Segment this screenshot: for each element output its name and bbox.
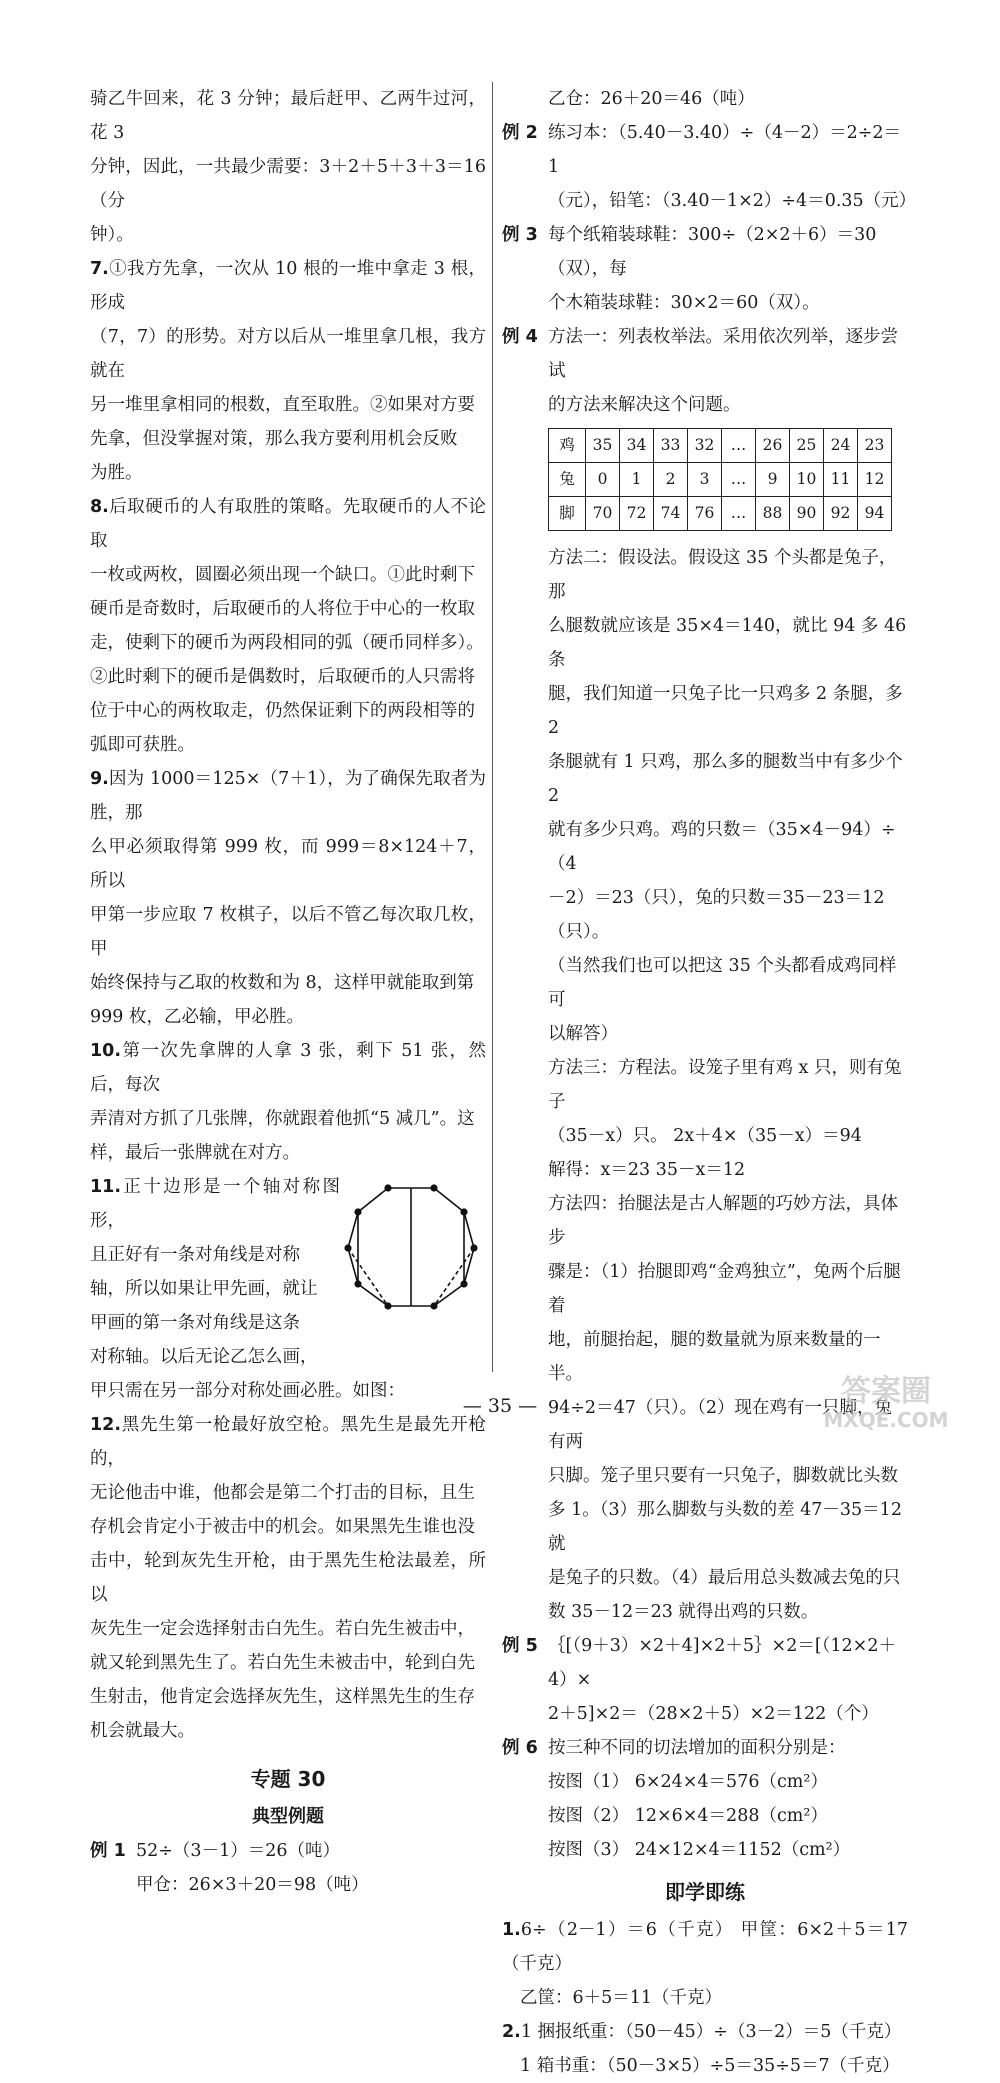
item-number: 8.: [90, 497, 109, 517]
text-line: ｛[（9＋3）×2＋4]×2＋5｝×2＝[（12×2＋4）×: [548, 1636, 896, 1690]
text-line: 正十边形是一个轴对称图形，: [90, 1177, 340, 1231]
text-line: 练习本：（5.40－3.40）÷（4－2）＝2÷2＝1: [548, 123, 902, 177]
text-line: 按图（1） 6×24×4＝576（cm²）: [548, 1772, 828, 1792]
watermark-text-top: 答案圈: [841, 1374, 931, 1409]
left-column: [90, 82, 486, 1902]
item-number: 1.: [502, 1920, 521, 1940]
text-line: 方法二：假设法。假设这 35 个头都是兔子，那: [548, 548, 897, 602]
text-line: 方法四：抬腿法是古人解题的巧妙方法，具体步: [548, 1194, 898, 1248]
text-line: 94÷2＝47（只）。（2）现在鸡有一只脚，兔有两: [548, 1398, 892, 1452]
text-line: 机会就最大。: [90, 1721, 195, 1741]
text-line: 条腿就有 1 只鸡，那么多的腿数当中有多少个 2: [548, 752, 903, 806]
item-9: [90, 762, 486, 830]
table-cell: 2: [654, 463, 688, 497]
table-cell: …: [722, 429, 756, 463]
text-line: 因为 1000＝125×（7＋1），为了确保先取者为胜，那: [90, 769, 486, 823]
text-line: 2＋5]×2＝（28×2＋5）×2＝122（个）: [548, 1704, 879, 1724]
text-line: 的方法来解决这个问题。: [548, 395, 741, 415]
example-4: [502, 320, 908, 388]
table-cell: 11: [824, 463, 858, 497]
table-row: [549, 429, 892, 463]
example-label: 例 6: [502, 1738, 538, 1758]
watermark-text-bottom: MXQE.COM: [823, 1408, 949, 1432]
table-cell: 10: [790, 463, 824, 497]
decagon-figure: [340, 1178, 482, 1316]
text-line: 走，使剩下的硬币为两段相同的弧（硬币同样多）。: [90, 633, 484, 653]
text-line: 方法一：列表枚举法。采用依次列举，逐步尝试: [548, 327, 898, 381]
text-line: 按图（3） 24×12×4＝1152（cm²）: [548, 1840, 851, 1860]
practice-1: [502, 1913, 908, 1981]
text-line: ①我方先拿，一次从 10 根的一堆中拿走 3 根，形成: [90, 259, 486, 313]
row-header-cell: 鸡: [549, 429, 586, 463]
text-line: 只脚。笼子里只要有一只兔子，脚数就比头数: [548, 1466, 898, 1486]
text-line: 多 1。（3）那么脚数与头数的差 47－35＝12 就: [548, 1500, 902, 1554]
table-cell: 90: [790, 497, 824, 531]
example-label: 例 1: [90, 1841, 126, 1861]
text-line: 地，前腿抬起，腿的数量就为原来数量的一半。: [548, 1330, 881, 1384]
text-line: 钟）。: [90, 225, 134, 245]
text-line: 甲第一步应取 7 枚棋子，以后不管乙每次取几枚，甲: [90, 905, 486, 959]
chicken-rabbit-table: [548, 428, 892, 531]
text-line: 生射击，他肯定会选择灰先生，这样黑先生的生存: [90, 1687, 475, 1707]
watermark-logo: [786, 1367, 986, 1435]
text-line: （35－x）只。 2x＋4×（35－x）＝94: [548, 1126, 862, 1146]
text-line: 每个纸箱装球鞋：300÷（2×2＋6）＝30（双），每: [548, 225, 877, 279]
table-cell: 34: [620, 429, 654, 463]
text-line: 数 35－12＝23 就得出鸡的只数。: [548, 1602, 819, 1622]
subsection-title: 典型例题: [252, 1806, 324, 1827]
text-line: 甲仓：26×3＋20＝98（吨）: [136, 1875, 369, 1895]
text-line: 硬币是奇数时，后取硬币的人将位于中心的一枚取: [90, 599, 475, 619]
text-line: 以解答）: [548, 1024, 618, 1044]
text-line: 后取硬币的人有取胜的策略。先取硬币的人不论取: [90, 497, 486, 551]
text-line: 先拿，但没掌握对策，那么我方要利用机会反败: [90, 429, 458, 449]
text-line: 按三种不同的切法增加的面积分别是：: [548, 1738, 846, 1758]
example-label: 例 2: [502, 123, 538, 143]
table-cell: 26: [756, 429, 790, 463]
row-header-cell: 脚: [549, 497, 586, 531]
practice-title: 即学即练: [665, 1880, 745, 1904]
text-line: 999 枚，乙必输，甲必胜。: [90, 1007, 304, 1027]
table-cell: 70: [586, 497, 620, 531]
text-line: 灰先生一定会选择射击白先生。若白先生被击中，: [90, 1619, 475, 1639]
text-line: 无论他击中谁，他都会是第二个打击的目标，且生: [90, 1483, 475, 1503]
text-line: 甲只需在另一部分对称处画必胜。如图：: [90, 1381, 405, 1401]
item-11-block: [90, 1170, 486, 1408]
text-line: 轴，所以如果让甲先画，就让: [90, 1279, 318, 1299]
item-number: 9.: [90, 769, 109, 789]
text-line: 样，最后一张牌就在对方。: [90, 1143, 300, 1163]
table-cell: 12: [858, 463, 892, 497]
right-column: [502, 82, 917, 2083]
example-3: [502, 218, 908, 286]
table-cell: 92: [824, 497, 858, 531]
section-title: 专题 30: [250, 1767, 326, 1791]
text-line: 方法三：方程法。设笼子里有鸡 x 只，则有兔子: [548, 1058, 902, 1112]
page-number: — 35 —: [462, 1395, 538, 1417]
table-cell: 72: [620, 497, 654, 531]
example-6: [502, 1731, 908, 1765]
item-number: 12.: [90, 1415, 122, 1435]
item-11: [90, 1170, 340, 1238]
table-cell: 94: [858, 497, 892, 531]
text-line: 6÷（2－1）＝6（千克） 甲筐：6×2＋5＝17（千克）: [502, 1920, 908, 1974]
item-number: 10.: [90, 1041, 122, 1061]
table-cell: 74: [654, 497, 688, 531]
item-12: [90, 1408, 486, 1476]
table-cell: 33: [654, 429, 688, 463]
example-5: [502, 1629, 908, 1697]
text-line: －2）＝23（只），兔的只数＝35－23＝12（只）。: [548, 888, 885, 942]
item-10: [90, 1034, 486, 1102]
text-line: 甲画的第一条对角线是这条: [90, 1313, 300, 1333]
text-line: 另一堆里拿相同的根数，直至取胜。②如果对方要: [90, 395, 475, 415]
text-line: （7，7）的形势。对方以后从一堆里拿几根，我方就在: [90, 327, 486, 381]
dashed-diagonal-left: [348, 1248, 388, 1306]
text-line: 存机会肯定小于被击中的机会。如果黑先生谁也没: [90, 1517, 475, 1537]
table-row: [549, 497, 892, 531]
text-line: 一枚或两枚，圆圈必须出现一个缺口。①此时剩下: [90, 565, 475, 585]
table-cell: …: [722, 463, 756, 497]
text-line: 乙筐：6＋5＝11（千克）: [520, 1988, 723, 2008]
example-2: [502, 116, 908, 184]
example-1: [90, 1834, 486, 1868]
table-cell: 25: [790, 429, 824, 463]
table-cell: 23: [858, 429, 892, 463]
table-cell: 1: [620, 463, 654, 497]
table-cell: …: [722, 497, 756, 531]
item-8: [90, 490, 486, 558]
text-line: 且正好有一条对角线是对称: [90, 1245, 300, 1265]
text-line: 第一次先拿牌的人拿 3 张，剩下 51 张，然后，每次: [90, 1041, 486, 1095]
text-line: 弧即可获胜。: [90, 735, 195, 755]
text-line: 个木箱装球鞋：30×2＝60（双）。: [548, 293, 820, 313]
text-line: 是兔子的只数。（4）最后用总头数减去兔的只: [548, 1568, 901, 1588]
practice-2: [502, 2015, 908, 2049]
text-line: 击中，轮到灰先生开枪，由于黑先生枪法最差，所以: [90, 1551, 486, 1605]
table-row: [549, 463, 892, 497]
item-number: 7.: [90, 259, 109, 279]
example-label: 例 4: [502, 327, 538, 347]
table-cell: 0: [586, 463, 620, 497]
row-header-cell: 兔: [549, 463, 586, 497]
text-line: 1 捆报纸重：（50－45）÷（3－2）＝5（千克）: [520, 2022, 902, 2042]
table-cell: 88: [756, 497, 790, 531]
text-line: 始终保持与乙取的枚数和为 8，这样甲就能取到第: [90, 973, 475, 993]
text-line: 骑乙牛回来，花 3 分钟；最后赶甲、乙两牛过河，花 3: [90, 89, 486, 143]
text-line: 骤是：（1）抬腿即鸡“金鸡独立”，兔两个后腿着: [548, 1262, 901, 1316]
text-line: 为胜。: [90, 463, 143, 483]
example-label: 例 3: [502, 225, 538, 245]
column-divider: [492, 82, 493, 1372]
table-cell: 35: [586, 429, 620, 463]
text-line: 么腿数就应该是 35×4＝140，就比 94 多 46 条: [548, 616, 907, 670]
text-line: 就有多少只鸡。鸡的只数＝（35×4－94）÷（4: [548, 820, 896, 874]
text-line: （元），铅笔：（3.40－1×2）÷4＝0.35（元）: [548, 191, 917, 211]
text-line: 分钟，因此，一共最少需要：3＋2＋5＋3＋3＝16（分: [90, 157, 486, 211]
table-cell: 3: [688, 463, 722, 497]
text-line: 弄清对方抓了几张牌，你就跟着他抓“5 减几”。这: [90, 1109, 475, 1129]
example-label: 例 5: [502, 1636, 538, 1656]
text-line: 么甲必须取得第 999 枚，而 999＝8×124＋7，所以: [90, 837, 486, 891]
text-line: 就又轮到黑先生了。若白先生未被击中，轮到白先: [90, 1653, 475, 1673]
item-number: 11.: [90, 1177, 122, 1197]
table-cell: 24: [824, 429, 858, 463]
text-line: 乙仓：26＋20＝46（吨）: [548, 89, 755, 109]
text-line: ②此时剩下的硬币是偶数时，后取硬币的人只需将: [90, 667, 475, 687]
text-line: 按图（2） 12×6×4＝288（cm²）: [548, 1806, 828, 1826]
text-line: 腿，我们知道一只兔子比一只鸡多 2 条腿，多 2: [548, 684, 903, 738]
text-line: 52÷（3－1）＝26（吨）: [136, 1841, 340, 1861]
table-cell: 32: [688, 429, 722, 463]
text-line: 位于中心的两枚取走，仍然保证剩下的两段相等的: [90, 701, 475, 721]
item-7: [90, 252, 486, 320]
table-cell: 76: [688, 497, 722, 531]
text-line: 解得：x＝23 35－x＝12: [548, 1160, 746, 1180]
text-line: （当然我们也可以把这 35 个头都看成鸡同样可: [548, 956, 897, 1010]
item-number: 2.: [502, 2022, 521, 2042]
table-cell: 9: [756, 463, 790, 497]
text-line: 1 箱书重：（50－3×5）÷5＝35÷5＝7（千克）: [520, 2056, 900, 2076]
dashed-diagonal-right: [434, 1248, 474, 1306]
text-line: 对称轴。以后无论乙怎么画，: [90, 1347, 318, 1367]
text-line: 黑先生第一枪最好放空枪。黑先生是最先开枪的，: [90, 1415, 486, 1469]
